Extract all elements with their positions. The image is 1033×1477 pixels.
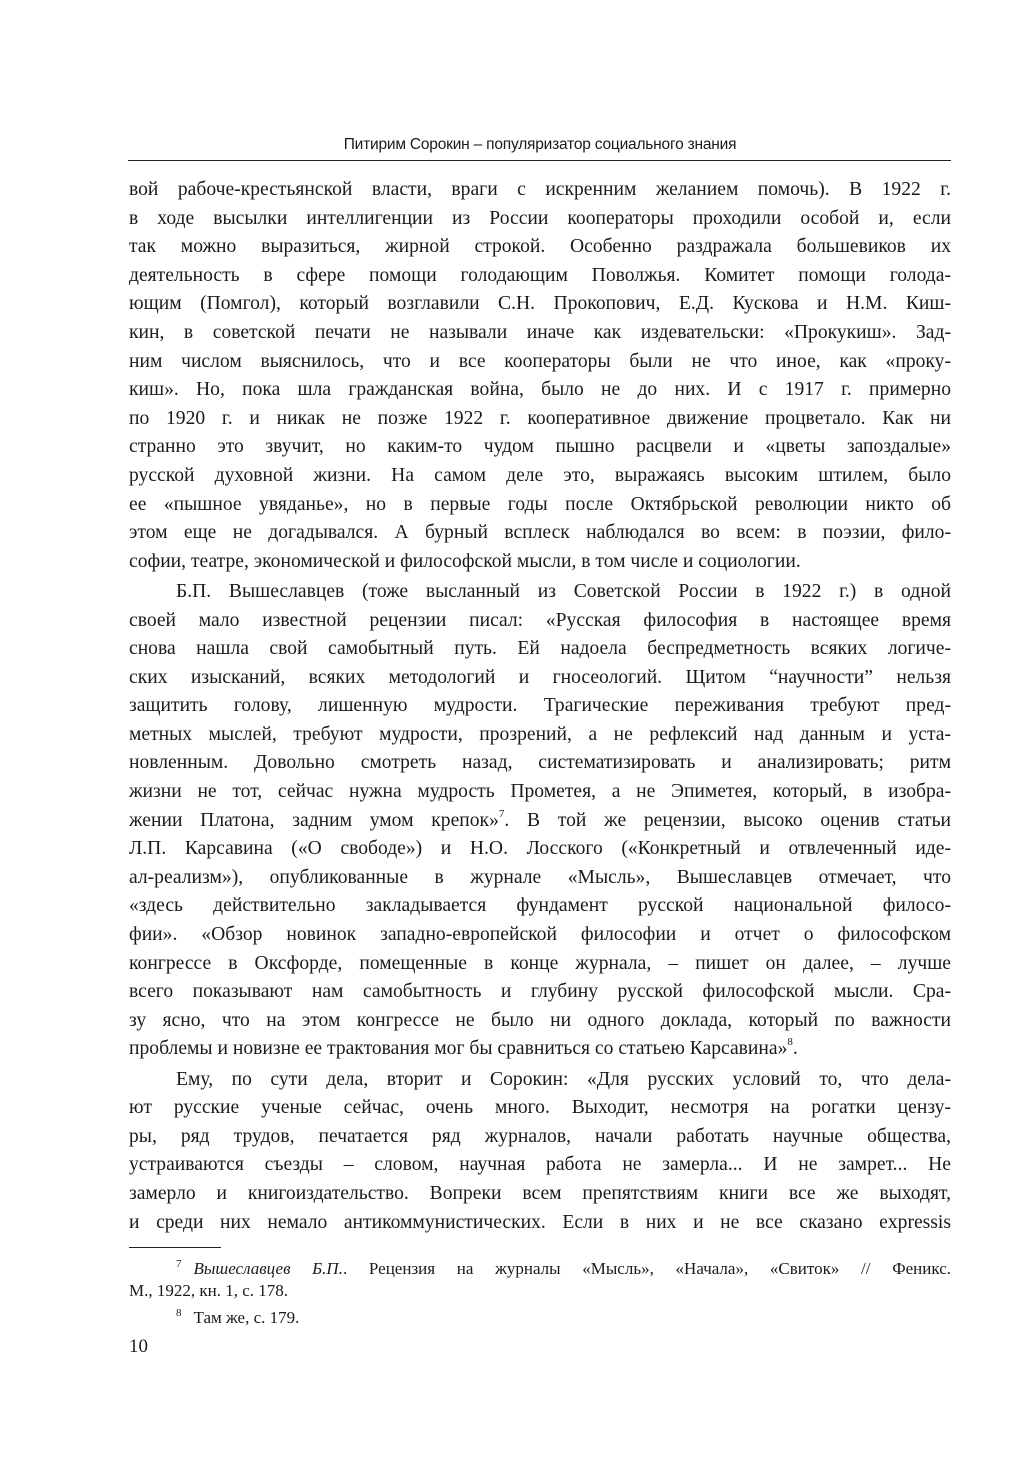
text-line: конгрессе в Оксфорде, помещенные в конце журнала, – пишет он далее, – лучше xyxy=(129,952,951,974)
text-line: этом еще не догадывался. А бурный всплеск наблюдался во всем: в поэзии, фило- xyxy=(129,522,951,544)
text-line: замерло и книгоиздательство. Вопреки всем препятствиям книги все же выходят, xyxy=(129,1182,951,1204)
text-line: в ходе высылки интеллигенции из России кооператоры проходили особой и, если xyxy=(129,207,951,229)
footnotes xyxy=(129,1253,951,1329)
text-line: странно это звучит, но каким-то чудом пышно расцвели и «цветы запоздалые» xyxy=(129,436,951,458)
text-line: софии, театре, экономической и философской мысли, в том числе и социологии. xyxy=(129,550,801,572)
footnote-reference[interactable]: 7 xyxy=(498,807,505,820)
text-line: ющим (Помгол), который возглавили С.Н. Прокопович, Е.Д. Кускова и Н.М. Киш- xyxy=(129,293,951,315)
text-line: деятельность в сфере помощи голодающим Поволжья. Комитет помощи голода- xyxy=(129,264,951,286)
running-header: Питирим Сорокин – популяризатор социального знания xyxy=(343,136,737,153)
text-line: по 1920 г. и никак не позже 1922 г. кооперативное движение процветало. Как ни xyxy=(129,407,951,429)
text-line: ал-реализм»), опубликованные в журнале «Мысль», Вышеславцев отмечает, что xyxy=(129,866,951,888)
text-line: ют русские ученые сейчас, очень много. Выходит, несмотря на рогатки цензу- xyxy=(129,1097,951,1119)
text-line: Ему, по сути дела, вторит и Сорокин: «Для русских условий то, что дела- xyxy=(176,1068,951,1090)
text-line: всего показывают нам самобытность и глубину русской философской мысли. Сра- xyxy=(129,981,951,1003)
footnote-7 xyxy=(129,1253,951,1280)
text-line: ры, ряд трудов, печатается ряд журналов, начали работать научные общества, xyxy=(129,1125,951,1147)
text-segment: жении Платона, задним умом крепок» xyxy=(129,809,499,831)
text-line: «здесь действительно закладывается фундамент русской национальной филосо- xyxy=(129,895,951,917)
text-line: устраиваются съезды – словом, научная работа не замерла... И не замрет... Не xyxy=(129,1154,951,1176)
text-line: метных мыслей, требуют мудрости, прозрений, а не рефлексий над данным и уста- xyxy=(129,723,951,745)
footnote-text: Там же, с. 179. xyxy=(193,1308,300,1327)
footnote-number: 7 xyxy=(176,1258,182,1270)
text-line: Б.П. Вышеславцев (тоже высланный из Советской России в 1922 г.) в одной xyxy=(176,580,951,602)
text-line: зу ясно, что на этом конгрессе не было ни одного доклада, который по важности xyxy=(129,1009,951,1031)
text-line: своей мало известной рецензии писал: «Русская философия в настоящее время xyxy=(129,609,951,631)
text-line: кин, в советской печати не называли иначе как издевательски: «Прокукиш». Зад- xyxy=(129,321,951,343)
text-line: новленным. Довольно смотреть назад, систематизировать и анализировать; ритм xyxy=(129,752,951,774)
body-text xyxy=(129,176,951,1239)
text-line: киш». Но, пока шла гражданская война, было не до них. И с 1917 г. примерно xyxy=(129,379,951,401)
text-line: ним числом выяснилось, что и все кооператоры были не что иное, как «проку- xyxy=(129,350,951,372)
text-line: так можно выразиться, жирной строкой. Особенно раздражала большевиков их xyxy=(129,236,951,258)
footnote-reference[interactable]: 8 xyxy=(787,1036,793,1049)
text-segment: . В той же рецензии, высоко оценив статьи xyxy=(504,809,951,831)
footnote-number: 8 xyxy=(176,1307,182,1319)
text-line: снова нашла свой самобытный путь. Ей надоела беспредметность всяких логиче- xyxy=(129,638,951,660)
text-line: защитить голову, лишенную мудрости. Трагические переживания требуют пред- xyxy=(129,695,951,717)
paragraph xyxy=(129,1066,951,1238)
text-line: фии». «Обзор новинок западно-европейской философии и отчет о философском xyxy=(129,924,951,946)
footnote-text: . Рецензия на журналы «Мысль», «Начала», «Свиток» // Феникс. xyxy=(342,1259,952,1278)
footnote-8 xyxy=(129,1302,951,1329)
footnote-author: Вышеславцев Б.П. xyxy=(193,1259,343,1278)
paragraph xyxy=(129,578,951,1064)
header-divider xyxy=(128,160,951,161)
text-segment: . xyxy=(792,1038,798,1060)
text-line: вой рабоче-крестьянской власти, враги с искренним желанием помочь). В 1922 г. xyxy=(129,179,951,200)
paragraph xyxy=(129,176,951,576)
text-line xyxy=(129,1035,951,1064)
text-segment: проблемы и новизне ее трактования мог бы сравниться со статьею Карсавина» xyxy=(129,1038,788,1060)
text-line: и среди них немало антикоммунистических. Если в них и не все сказано expressis xyxy=(129,1211,951,1233)
text-line: русской духовной жизни. На самом деле это, выражаясь высоким штилем, было xyxy=(129,464,951,486)
text-line: жизни не тот, сейчас нужна мудрость Прометея, а не Эпиметея, который, в изобра- xyxy=(129,781,951,803)
footnote-7-continued: М., 1922, кн. 1, с. 178. xyxy=(129,1281,289,1300)
page-number: 10 xyxy=(129,1336,148,1357)
text-line: Л.П. Карсавина («О свободе») и Н.О. Лосского («Конкретный и отвлеченный иде- xyxy=(129,838,951,860)
footnote-divider xyxy=(129,1247,221,1248)
text-line: ских изысканий, всяких методологий и гносеологий. Щитом “научности” нельзя xyxy=(129,666,951,688)
text-line: ее «пышное увяданье», но в первые годы после Октябрьской революции никто об xyxy=(129,493,951,515)
text-line xyxy=(129,807,951,836)
